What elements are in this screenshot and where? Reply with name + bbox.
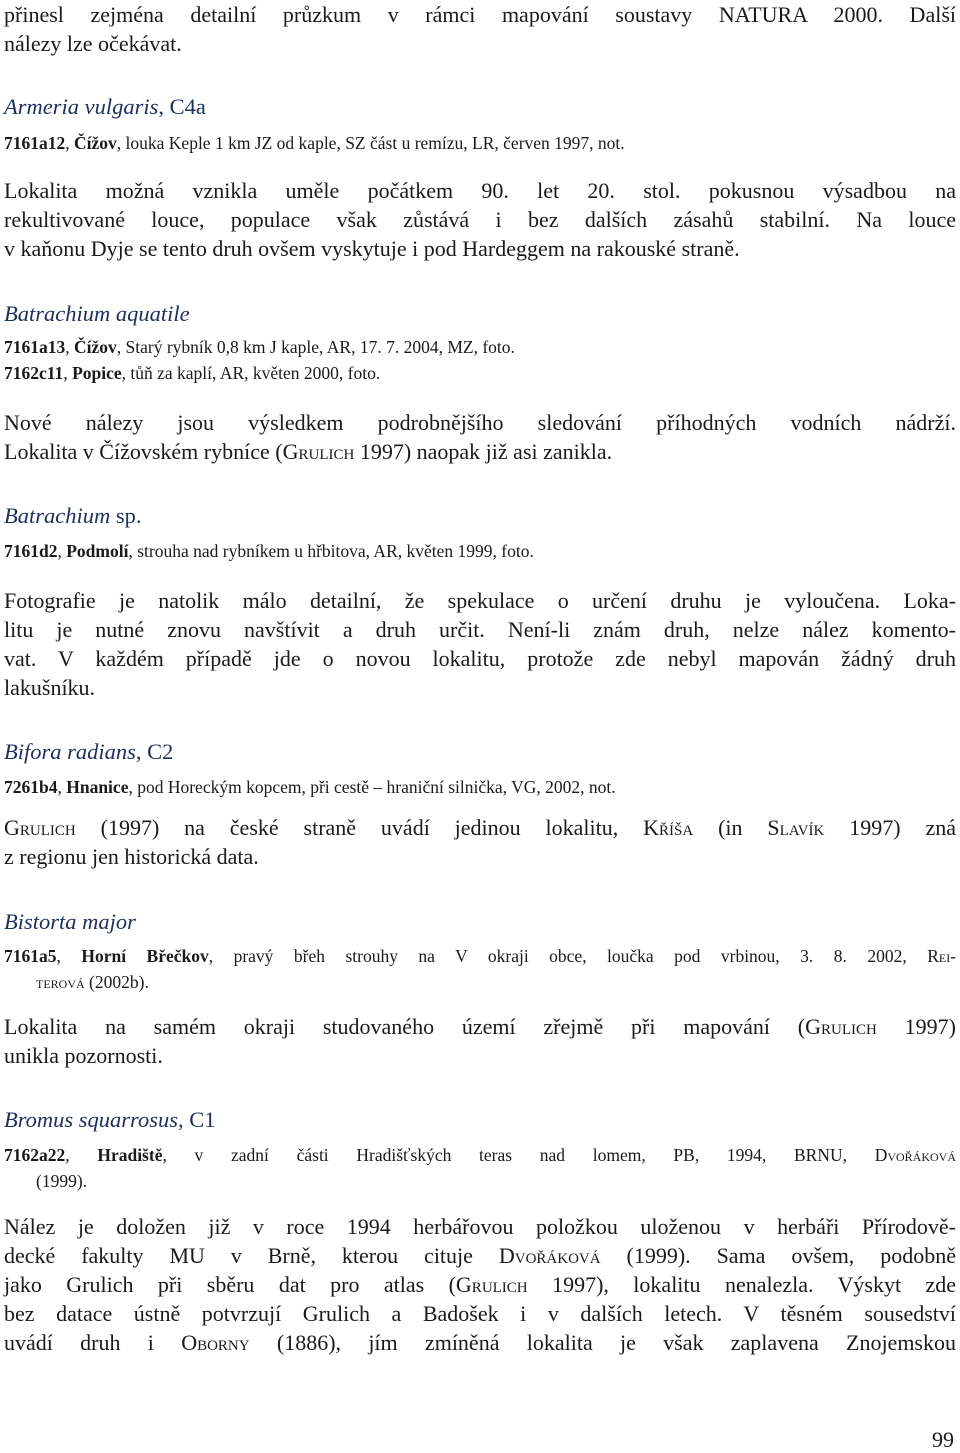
author-name: Dvořáková xyxy=(498,1243,601,1268)
record-detail: , Starý rybník 0,8 km J kaple, AR, 17. 7. 2004, MZ, foto. xyxy=(116,337,515,357)
text-line: z regionu jen historická data. xyxy=(4,844,259,869)
text-line: Lokalita na samém okraji studovaného území zřejmě při mapování (Grulich 1997) xyxy=(4,1014,956,1039)
species-suffix: sp. xyxy=(110,503,142,528)
record-detail: , strouha nad rybníkem u hřbitova, AR, květen 1999, foto. xyxy=(128,541,534,561)
record-id: 7161a13 xyxy=(4,337,66,357)
author-name: Kříša xyxy=(643,815,694,840)
species-name: Batrachium aquatile xyxy=(4,301,190,326)
record-place: Čížov xyxy=(74,133,117,153)
comment-paragraph-bifora xyxy=(4,813,956,871)
species-heading-batrachium-sp xyxy=(4,502,142,530)
author-name: Dvořáková xyxy=(874,1145,956,1165)
author-name: Grulich xyxy=(455,1272,528,1297)
record-id: 7261b4 xyxy=(4,777,58,797)
record-line: 7161d2, Podmolí, strouha nad rybníkem u hřbitova, AR, květen 1999, foto. xyxy=(4,541,534,561)
intro-paragraph xyxy=(4,0,956,58)
record-id: 7161a5 xyxy=(4,946,57,966)
text-line: nálezy lze očekávat. xyxy=(4,31,182,56)
text-line: lakušníku. xyxy=(4,675,96,700)
record-detail: , tůň za kaplí, AR, květen 2000, foto. xyxy=(121,363,381,383)
text-line: vat. V každém případě jde o novou lokalitu, protože zde nebyl mapován žádný druh xyxy=(4,646,956,671)
record-place: Horní Břečkov xyxy=(81,946,209,966)
record-place: Čížov xyxy=(74,337,117,357)
text-line: Nález je doložen již v roce 1994 herbářovou položkou uloženou v herbáři Přírodově- xyxy=(4,1214,956,1239)
record-detail: , louka Keple 1 km JZ od kaple, SZ část u remízu, LR, červen 1997, not. xyxy=(116,133,625,153)
text-line: litu je nutné znovu navštívit a druh určit. Není-li znám druh, nelze nález komento- xyxy=(4,617,956,642)
text-line: Grulich (1997) na české straně uvádí jedinou lokalitu, Kříša (in Slavík 1997) zná xyxy=(4,815,956,840)
text-line: rekultivované louce, populace však zůstává i bez dalších zásahů stabilní. Na louce xyxy=(4,207,956,232)
author-name: Grulich xyxy=(4,815,76,840)
text-line: v kaňonu Dyje se tento druh ovšem vyskytuje i pod Hardeggem na rakouské straně. xyxy=(4,236,740,261)
record-detail: , v zadní části Hradišťských teras nad lomem, PB, 1994, BRNU, xyxy=(162,1145,875,1165)
comment-paragraph-batrachium-aquatile xyxy=(4,408,956,466)
text-line: uvádí druh i Oborny (1886), jím zmíněná lokalita je však zaplavena Znojemskou xyxy=(4,1330,956,1355)
author-name: Rei- xyxy=(927,946,957,966)
species-name: Armeria vulgaris xyxy=(4,94,159,119)
record-place: Hradiště xyxy=(97,1145,163,1165)
record-line: 7161a12, Čížov, louka Keple 1 km JZ od kaple, SZ část u remízu, LR, červen 1997, not. xyxy=(4,133,625,153)
record-detail: , pravý břeh strouhy na V okraji obce, loučka pod vrbinou, 3. 8. 2002, xyxy=(208,946,928,966)
text-line: decké fakulty MU v Brně, kterou cituje Dvořáková (1999). Sama ovšem, podobně xyxy=(4,1243,956,1268)
record-detail: , pod Horeckým kopcem, při cestě – hraniční silnička, VG, 2002, not. xyxy=(128,777,616,797)
species-name: Batrachium xyxy=(4,503,111,528)
record-id: 7161a12 xyxy=(4,133,66,153)
comment-paragraph-batrachium-sp xyxy=(4,586,956,702)
text-line: unikla pozornosti. xyxy=(4,1043,163,1068)
species-name: Bistorta major xyxy=(4,909,136,934)
species-code: , C2 xyxy=(135,739,174,764)
record-place: Podmolí xyxy=(66,541,129,561)
record-detail: (1999). xyxy=(36,1171,88,1191)
species-heading-bifora xyxy=(4,738,173,766)
record-id: 7162c11 xyxy=(4,363,64,383)
species-name: Bromus squarrosus xyxy=(4,1107,178,1132)
record-place: Hnanice xyxy=(66,777,129,797)
author-name: Grulich xyxy=(805,1014,877,1039)
comment-paragraph-bistorta xyxy=(4,1012,956,1070)
text-line: Lokalita možná vznikla uměle počátkem 90. let 20. stol. pokusnou výsadbou na xyxy=(4,178,956,203)
record-line: 7161a5, Horní Břečkov, pravý břeh strouhy na V okraji obce, loučka pod vrbinou, 3. 8. 2002, Rei- terová (2002b). xyxy=(4,946,957,992)
record-place: Popice xyxy=(72,363,122,383)
record-line: 7261b4, Hnanice, pod Horeckým kopcem, při cestě – hraniční silnička, VG, 2002, not. xyxy=(4,777,616,797)
text-line: Nové nálezy jsou výsledkem podrobnějšího sledování příhodných vodních nádrží. xyxy=(4,410,956,435)
species-code: , C1 xyxy=(178,1107,216,1132)
page-number: 99 xyxy=(932,1427,954,1452)
author-name: Oborny xyxy=(181,1330,250,1355)
text-line: Fotografie je natolik málo detailní, že spekulace o určení druhu je vyloučena. Loka- xyxy=(4,588,956,613)
text-line: bez datace ústně potvrzují Grulich a Badošek i v dalších letech. V těsném sousedství xyxy=(4,1301,956,1326)
record-line: 7162a22, Hradiště, v zadní části Hradišťských teras nad lomem, PB, 1994, BRNU, Dvořáková (1999). xyxy=(4,1142,956,1194)
author-name: terová xyxy=(36,972,85,992)
record-id: 7162a22 xyxy=(4,1145,66,1165)
species-heading-bistorta xyxy=(4,908,136,936)
species-name: Bifora radians xyxy=(4,739,136,764)
author-name: Grulich xyxy=(282,439,355,464)
comment-paragraph-bromus xyxy=(4,1212,956,1357)
text-line: přinesl zejména detailní průzkum v rámci mapování soustavy NATURA 2000. Další xyxy=(4,2,956,27)
author-name: Slavík xyxy=(767,815,825,840)
text-line: jako Grulich při sběru dat pro atlas (Grulich 1997), lokalitu nenalezla. Výskyt zde xyxy=(4,1272,957,1297)
record-id: 7161d2 xyxy=(4,541,58,561)
record-list: 7161a13, Čížov, Starý rybník 0,8 km J kaple, AR, 17. 7. 2004, MZ, foto. 7162c11, Popice, tůň za kaplí, AR, květen 2000, foto. xyxy=(4,337,515,383)
text-line: Lokalita v Čížovském rybníce (Grulich 1997) naopak již asi zanikla. xyxy=(4,439,613,464)
comment-paragraph-armeria xyxy=(4,176,956,263)
species-heading-armeria xyxy=(4,93,206,121)
species-code: , C4a xyxy=(158,94,206,119)
species-heading-batrachium-aquatile xyxy=(4,300,190,328)
species-heading-bromus xyxy=(4,1106,216,1134)
